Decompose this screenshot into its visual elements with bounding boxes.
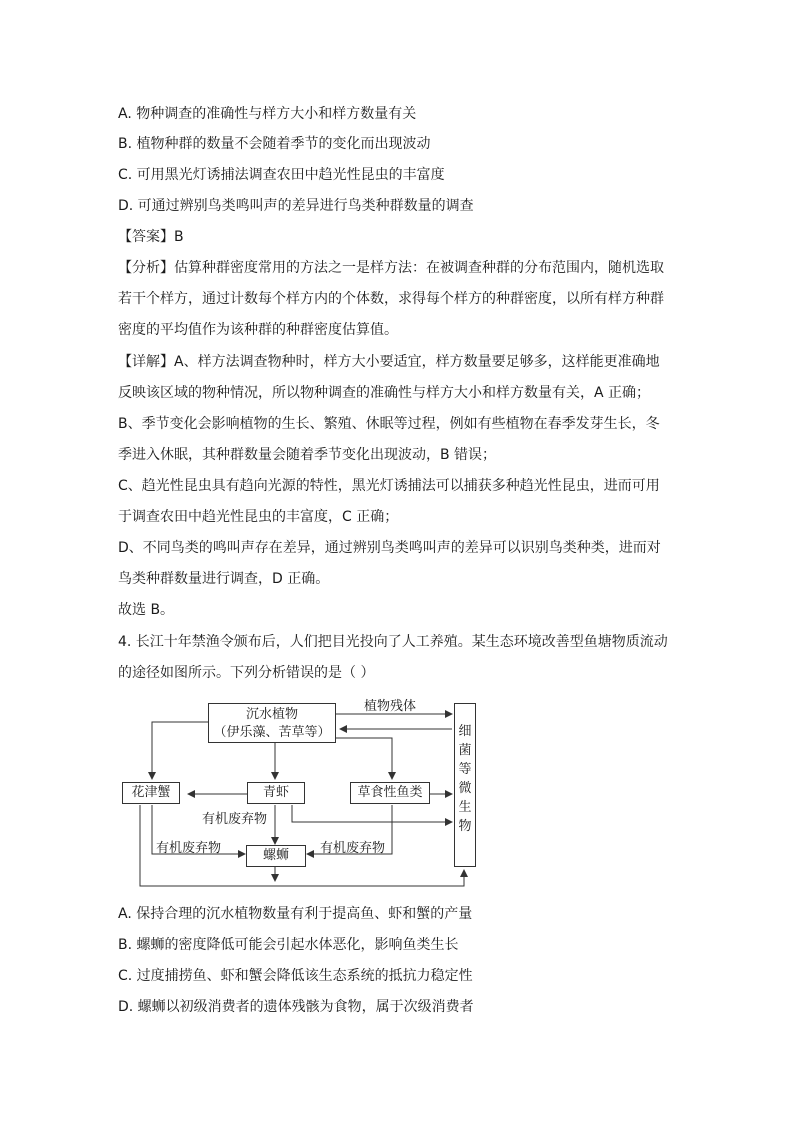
plant-remains-label: 植物残体 bbox=[364, 699, 417, 714]
detail-line-5: C、趋光性昆虫具有趋向光源的特性，黑光灯诱捕法可以捕获多种趋光性昆虫，进而可用 bbox=[118, 478, 660, 494]
option-d-prev: D. 可通过辨别鸟类鸣叫声的差异进行鸟类种群数量的调查 bbox=[118, 198, 474, 214]
option-b-prev: B. 植物种群的数量不会随着季节的变化而出现波动 bbox=[118, 136, 431, 152]
analysis-line-3: 密度的平均值作为该种群的种群密度估算值。 bbox=[118, 322, 398, 338]
option-a: A. 保持合理的沉水植物数量有利于提高鱼、虾和蟹的产量 bbox=[118, 906, 473, 922]
organic-waste-label-2: 有机废弃物 bbox=[156, 841, 222, 856]
microbes-char-1: 细 bbox=[458, 724, 472, 739]
detail-line-2: 反映该区域的物种情况，所以物种调查的准确性与样方大小和样方数量有关，A 正确； bbox=[118, 385, 651, 401]
herbivore-fish-label: 草食性鱼类 bbox=[357, 785, 423, 800]
shrimp-box bbox=[247, 782, 305, 804]
detail-line-6: 于调查农田中趋光性昆虫的丰富度，C 正确； bbox=[118, 509, 399, 525]
option-d: D. 螺蛳以初级消费者的遗体残骸为食物，属于次级消费者 bbox=[118, 999, 474, 1015]
organic-waste-label-3: 有机废弃物 bbox=[320, 841, 386, 856]
plants-label: 沉水植物 bbox=[245, 707, 298, 722]
microbes-char-6: 物 bbox=[458, 819, 472, 834]
snail-box bbox=[246, 845, 306, 867]
question4-line-2: 的途径如图所示。下列分析错误的是（ ） bbox=[118, 665, 375, 681]
option-b: B. 螺蛳的密度降低可能会引起水体恶化，影响鱼类生长 bbox=[118, 937, 459, 953]
plants-box bbox=[208, 703, 336, 743]
option-c: C. 过度捕捞鱼、虾和蟹会降低该生态系统的抵抗力稳定性 bbox=[118, 968, 473, 984]
microbes-char-4: 微 bbox=[458, 781, 472, 796]
analysis-line-2: 若干个样方，通过计数每个样方内的个体数，求得每个样方的种群密度，以所有样方种群 bbox=[118, 291, 664, 307]
detail-line-8: 鸟类种群数量进行调查，D 正确。 bbox=[118, 571, 330, 587]
material-flow-diagram bbox=[130, 693, 490, 893]
detail-line-3: B、季节变化会影响植物的生长、繁殖、休眠等过程，例如有些植物在春季发芽生长，冬 bbox=[118, 416, 660, 432]
microbes-char-5: 生 bbox=[458, 800, 472, 815]
detail-line-7: D、不同鸟类的鸣叫声存在差异，通过辨别鸟类鸣叫声的差异可以识别鸟类种类，进而对 bbox=[118, 540, 661, 556]
option-c-prev: C. 可用黑光灯诱捕法调查农田中趋光性昆虫的丰富度 bbox=[118, 167, 445, 183]
snail-label: 螺蛳 bbox=[262, 848, 289, 863]
organic-waste-label-1: 有机废弃物 bbox=[202, 812, 268, 827]
question4-line-1: 4. 长江十年禁渔令颁布后，人们把目光投向了人工养殖。某生态环境改善型鱼塘物质流动 bbox=[118, 634, 668, 650]
answer-line: 【答案】B bbox=[118, 229, 184, 245]
herbivore-fish-box bbox=[350, 782, 430, 804]
crab-box bbox=[122, 782, 180, 804]
plants-examples-label: （伊乐藻、苦草等） bbox=[213, 725, 331, 740]
detail-line-1: 【详解】A、样方法调查物种时，样方大小要适宜，样方数量要足够多，这样能更准确地 bbox=[118, 354, 660, 370]
conclusion-line: 故选 B。 bbox=[118, 602, 175, 618]
shrimp-label: 青虾 bbox=[262, 785, 289, 800]
microbes-char-3: 等 bbox=[458, 762, 472, 777]
crab-label: 花津蟹 bbox=[131, 785, 171, 800]
microbes-char-2: 菌 bbox=[458, 743, 472, 758]
detail-line-4: 季进入休眠，其种群数量会随着季节变化出现波动，B 错误； bbox=[118, 447, 497, 463]
analysis-line-1: 【分析】估算种群密度常用的方法之一是样方法：在被调查种群的分布范围内，随机选取 bbox=[118, 260, 664, 276]
microbes-box bbox=[454, 703, 476, 867]
option-a-prev: A. 物种调查的准确性与样方大小和样方数量有关 bbox=[118, 106, 417, 122]
